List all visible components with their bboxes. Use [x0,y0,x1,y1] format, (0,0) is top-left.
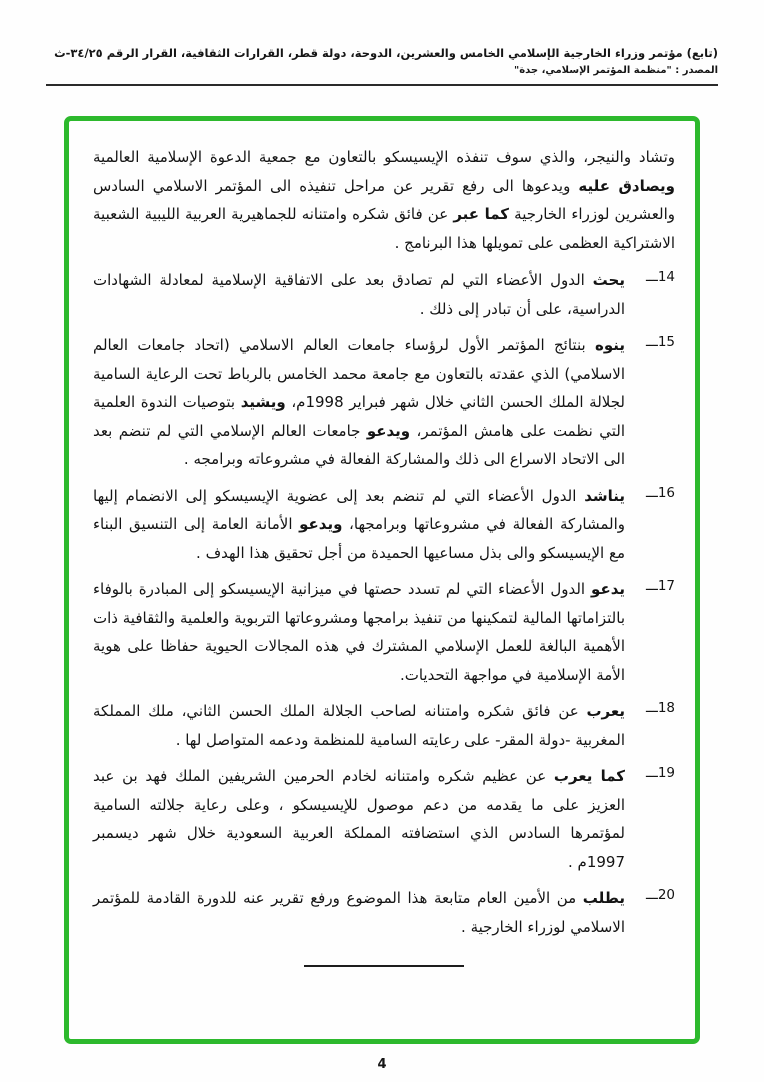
header-rule [46,84,718,86]
item-number-dash: ـــ [645,578,658,594]
item-text: يدعو الدول الأعضاء التي لم تسدد حصتها في ميزانية الإيسيسكو إلى المبادرة بالوفاء بالتزاماتها المالية لتمكينها من تنفيذ برامجها ومشروعاتها التربوية والعلمية والثقافية ذات الأهمية البالغة للعمل الإسلامي المشترك في هذه المجالات الحيوية حفاظا على هوية الأمة الإسلامية في مواجهة التحديات. [93,580,625,684]
page-header [0,0,764,76]
resolution-item-19 [93,762,675,876]
item-number [625,884,675,941]
intro-paragraph: وتشاد والنيجر، والذي سوف تنفذه الإيسيسكو بالتعاون مع جمعية الدعوة الإسلامية العالمية ويصادق عليه ويدعوها الى رفع تقرير عن مراحل تنفيذه الى المؤتمر الاسلامي السادس والعشرين لوزراء الخارجية كما عبر عن فائق شكره وامتنانه للجماهيرية العربية الليبية الشعبية الاشتراكية العظمى على تمويلها هذا البرنامج . [93,148,675,252]
item-number [625,331,675,474]
item-text: كما يعرب عن عظيم شكره وامتنانه لخادم الحرمين الشريفين الملك فهد بن عبد العزيز على ما يقدمه من دعم موصول للإيسيسكو ، وعلى رعاية جلالته السامية لمؤتمرها السادس الذي استضافته المملكة العربية السعودية خلال شهر ديسمبر 1997م . [93,767,626,871]
resolution-item-15 [93,331,675,474]
header-source-line: المصدر : "منظمة المؤتمر الإسلامي، جدة" [513,65,718,76]
resolution-text-box [64,116,700,1044]
item-number-value: 17 [657,578,675,594]
item-number [625,266,675,323]
page-number: 4 [377,1057,387,1072]
item-number-value: 16 [657,484,675,501]
item-number [625,762,675,876]
item-number [625,482,675,568]
end-divider [304,965,464,967]
item-number-value: 14 [657,269,675,285]
item-text: يعرب عن فائق شكره وامتنانه لصاحب الجلالة الملك الحسن الثاني، ملك المملكة المغربية -دولة المقر- على رعايته السامية للمنظمة ودعمه المتواصل لها . [93,702,625,749]
item-text: يطلب من الأمين العام متابعة هذا الموضوع ورفع تقرير عنه للدورة القادمة للمؤتمر الاسلامي لوزراء الخارجية . [93,889,625,936]
item-text: ينوه بنتائج المؤتمر الأول لرؤساء جامعات العالم الاسلامي (اتحاد جامعات العالم الاسلامي) الذي عقدته بالتعاون مع جامعة محمد الخامس بالرباط تحت الرعاية السامية لجلالة الملك الحسن الثاني خلال شهر فبراير 1998م، ويشيد بتوصيات الندوة العلمية التي نظمت على هامش المؤتمر، ويدعو جامعات العالم الإسلامي التي لم تنضم بعد الى الاتحاد الاسراع الى ذلك والمشاركة الفعالة في مشروعاته وبرامجه . [93,336,625,468]
item-number-dash: ـــ [645,700,658,716]
header-reference-line: (تابع) مؤتمر وزراء الخارجية الإسلامي الخامس والعشرين، الدوحة، دولة قطر، القرارات الثقافية، القرار الرقم ٣٤/٢٥-ث [54,46,718,60]
item-number-dash: ـــ [645,887,658,903]
item-number-dash: ـــ [645,269,658,285]
resolution-item-17 [93,575,675,689]
resolution-item-16 [93,482,675,568]
item-number-value: 19 [657,765,675,781]
resolution-item-20 [93,884,675,941]
item-number-dash: ـــ [645,334,658,350]
item-number-value: 15 [657,334,675,350]
item-number [625,575,675,689]
item-number-dash: ـــ [645,765,658,781]
resolution-item-14 [93,266,675,323]
item-number-value: 20 [657,887,675,903]
page-footer [0,1053,764,1072]
resolution-item-18 [93,697,675,754]
item-number-value: 18 [657,700,675,716]
item-number-dash: ـــ [645,484,658,501]
item-text: يحث الدول الأعضاء التي لم تصادق بعد على الاتفاقية الإسلامية لمعادلة الشهادات الدراسية، على أن تبادر إلى ذلك . [93,271,625,318]
item-text: يناشد الدول الأعضاء التي لم تنضم بعد إلى عضوية الإيسيسكو إلى الانضمام إليها والمشاركة الفعالة في مشروعاتها وبرامجها، ويدعو الأمانة العامة إلى التنسيق البناء مع الإيسيسكو والى بذل مساعيها الحميدة من أجل تحقيق هذا الهدف . [93,486,625,562]
item-number [625,697,675,754]
